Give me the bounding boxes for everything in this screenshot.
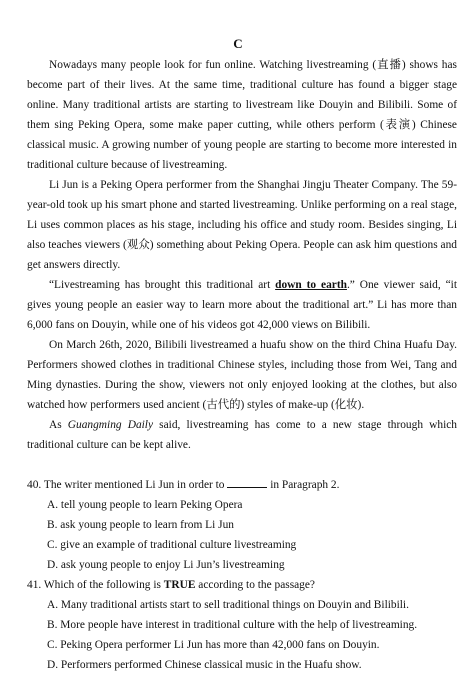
answer-blank bbox=[227, 477, 267, 488]
option-a: A. tell young people to learn Peking Opera bbox=[47, 499, 243, 511]
paragraph-3-text-end: .” One viewer said, “it gives young people an easier way to learn more about the traditional art.” Li has more than 6,000 fans on Douyin, while one of his videos got 42,000 views on Bilibili. bbox=[27, 279, 457, 331]
question-stem bbox=[27, 475, 457, 495]
option-d: D. Performers performed Chinese classical music in the Huafu show. bbox=[47, 659, 362, 671]
question-stem-end: in Paragraph 2. bbox=[267, 479, 340, 491]
question-stem bbox=[27, 575, 457, 595]
option-b: B. More people have interest in traditional culture with the help of livestreaming. bbox=[47, 619, 418, 631]
answer-options bbox=[27, 495, 457, 575]
section-heading: C bbox=[233, 36, 243, 51]
paragraph-2: Li Jun is a Peking Opera performer from the Shanghai Jingju Theater Company. The 59-year-old took up his smart phone and started livestreaming. Unlike performing on a real stage, Li uses common places as his stage, including his office and study room. Besides singing, Li also teaches viewers (观众) something about Peking Opera. People can ask him questions and get answers directly. bbox=[27, 179, 457, 271]
emphasis-word: TRUE bbox=[163, 579, 196, 591]
option-b: B. ask young people to learn from Li Jun bbox=[47, 519, 234, 531]
option-c: C. Peking Opera performer Li Jun has more than 42,000 fans on Douyin. bbox=[47, 639, 380, 651]
question-stem-start: 41. Which of the following is bbox=[27, 579, 164, 591]
question-stem-start: 40. The writer mentioned Li Jun in order to bbox=[27, 479, 228, 491]
reading-passage bbox=[27, 55, 457, 455]
newspaper-name: Guangming Daily bbox=[67, 419, 154, 431]
paragraph-5-text-end: said, livestreaming has come to a new stage through which traditional culture can be kept alive. bbox=[27, 419, 457, 451]
option-c: C. give an example of traditional culture livestreaming bbox=[47, 539, 297, 551]
option-a: A. Many traditional artists start to sell traditional things on Douyin and Bilibili. bbox=[47, 599, 409, 611]
paragraph-3 bbox=[27, 275, 457, 335]
paragraph-5-text-start: As bbox=[49, 419, 68, 431]
paragraph-3-text-start: “Livestreaming has brought this traditional art bbox=[49, 279, 276, 291]
answer-options bbox=[27, 595, 457, 675]
question-stem-end: according to the passage? bbox=[195, 579, 315, 591]
question-list bbox=[27, 475, 457, 675]
paragraph-4: On March 26th, 2020, Bilibili livestreamed a huafu show on the third China Huafu Day. Performers showed clothes in traditional Chinese styles, including those from Wei, Tang and Ming dynasties. During the show, viewers not only enjoyed looking at the clothes, but also watched how performers used ancient (古代的) styles of make-up (化妆). bbox=[27, 339, 457, 411]
question-41 bbox=[27, 575, 457, 675]
question-40 bbox=[27, 475, 457, 575]
underlined-phrase: down to earth bbox=[275, 279, 347, 291]
paragraph-1: Nowadays many people look for fun online. Watching livestreaming (直播) shows has become part of their lives. At the same time, traditional culture has found a bigger stage online. Many traditional artists are starting to livestream like Douyin and Bilibili. Some of them sing Peking Opera, some make paper cutting, while others perform (表演) Chinese classical music. A growing number of young people are starting to become more interested in traditional culture because of livestreaming. bbox=[27, 59, 457, 171]
paragraph-5 bbox=[27, 415, 457, 455]
option-d: D. ask young people to enjoy Li Jun’s livestreaming bbox=[47, 559, 285, 571]
